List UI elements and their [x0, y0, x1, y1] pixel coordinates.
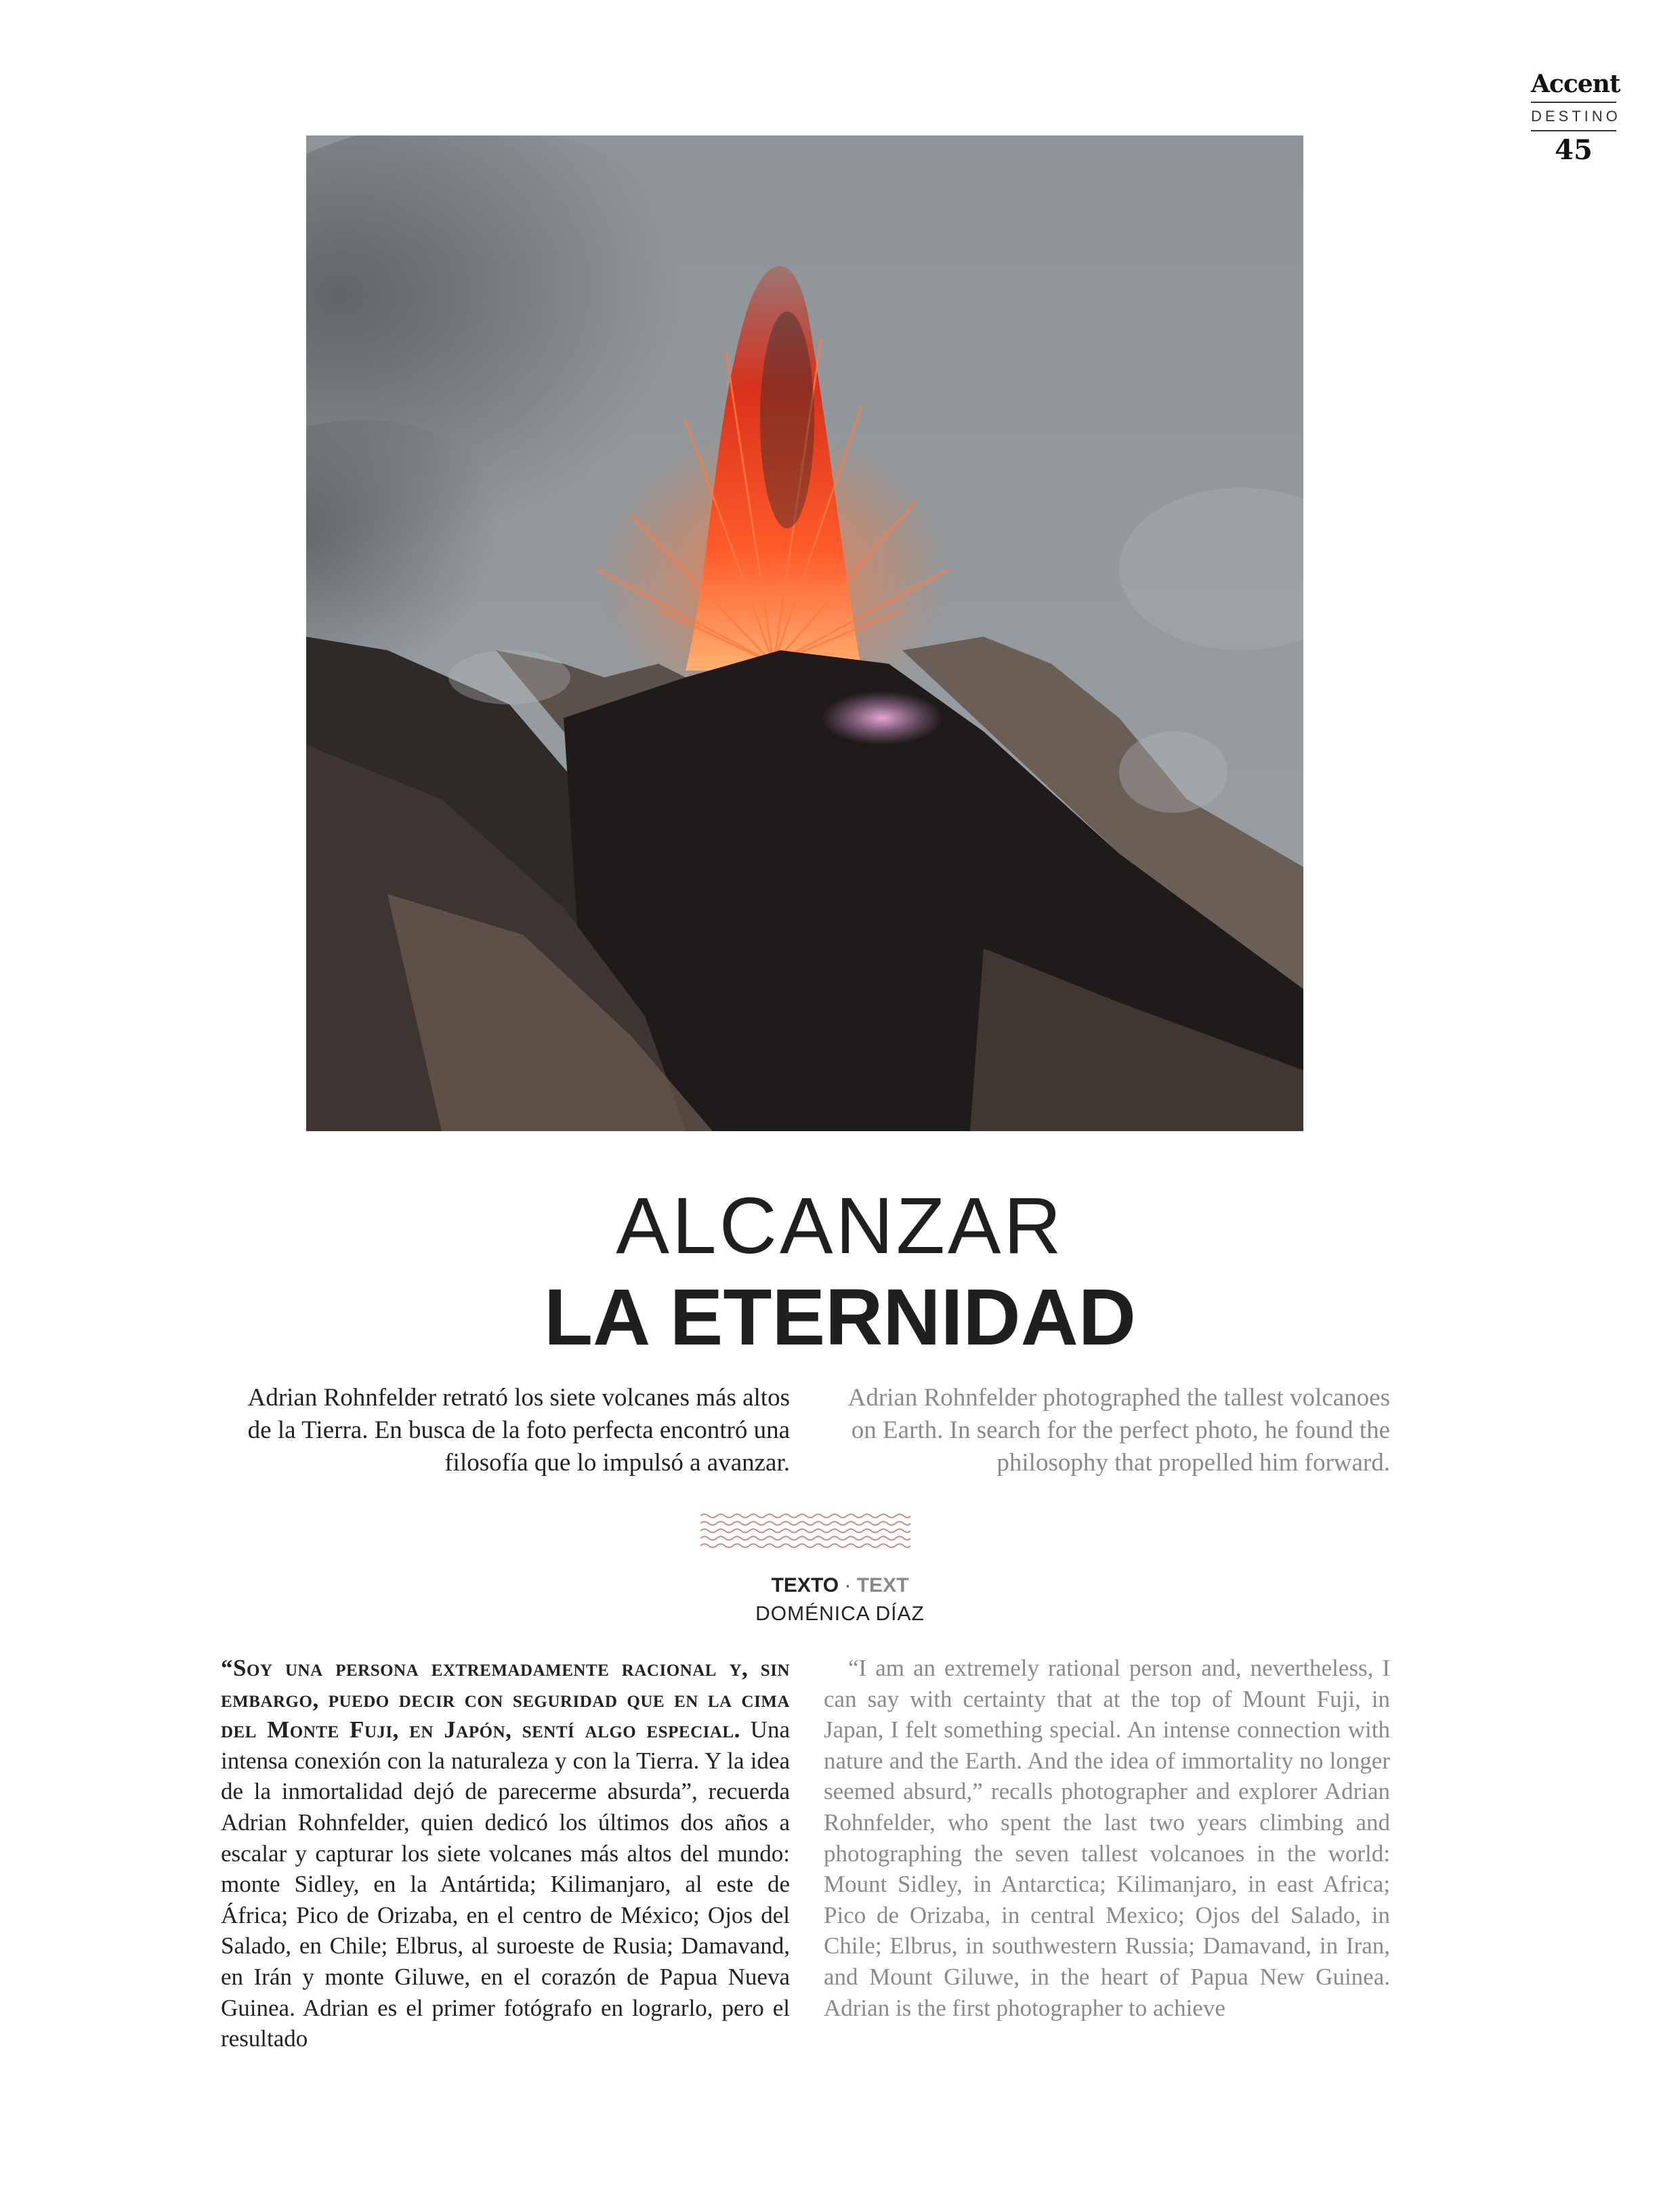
body-spanish-text: Una intensa conexión con la naturaleza y con la Tierra. Y la idea de la inmortalidad dejó de parecerme absurda”, recuerda Adrian Rohnfelder, quien dedicó los últimos dos años a escalar y capturar los siete volcanes más altos del mundo: monte Sidley, en la Antártida; Kilimanjaro, al este de África; Pico de Orizaba, en el centro de México; Ojos del Salado, en Chile; Elbrus, al suroeste de Rusia; Damavand, en Irán y monte Giluwe, en el corazón de Papua Nueva Guinea. Adrian es el primer fotógrafo en lograrlo, pero el resultado — [221, 1716, 790, 2052]
brand-logo: Accent — [1531, 70, 1620, 98]
wave-divider-icon — [700, 1512, 910, 1551]
credit-label-en: TEXT — [856, 1574, 909, 1596]
body-spanish-lead: “Soy una persona extremadamente racional y, sin embargo, puedo decir con seguridad que en la cima del Monte Fuji, en Japón, sentí algo especial. — [221, 1655, 790, 1743]
header-rule-top — [1531, 102, 1616, 103]
credit-label — [0, 1573, 1680, 1599]
lede-english: Adrian Rohnfelder photographed the tallest volcanoes on Earth. In search for the perfect photo, he found the philosophy that propelled him forward. — [847, 1384, 1390, 1477]
headline-line-1: ALCANZAR — [616, 1181, 1064, 1271]
credit-separator: · — [839, 1574, 857, 1596]
credit-label-es: TEXTO — [771, 1574, 839, 1596]
lede-spanish: Adrian Rohnfelder retrató los siete volcanes más altos de la Tierra. En busca de la foto perfecta encontró una filosofía que lo impulsó a avanzar. — [247, 1384, 790, 1477]
header-rule-bottom — [1531, 130, 1616, 131]
author-name: DOMÉNICA DÍAZ — [755, 1603, 925, 1625]
body-english: “I am an extremely rational person and, nevertheless, I can say with certainty that at the top of Mount Fuji, in Japan, I felt something special. An intense connection with nature and the Earth. And the idea of immortality no longer seemed absurd,” recalls photographer and explorer Adrian Rohnfelder, who spent the last two years climbing and photographing the seven tallest volcanoes in the world: Mount Sidley, in Antarctica; Kilimanjaro, in east Africa; Pico de Orizaba, in central Mexico; Ojos del Salado, in Chile; Elbrus, in southwestern Russia; Damavand, in Iran, and Mount Giluwe, in the heart of Papua New Guinea. Adrian is the first photographer to achieve — [824, 1655, 1390, 2021]
section-label: DESTINO — [1531, 108, 1621, 125]
body-spanish — [221, 1653, 790, 2054]
headline-line-2: LA ETERNIDAD — [543, 1273, 1137, 1362]
page-number: 45 — [1555, 134, 1593, 166]
page-header — [1531, 69, 1621, 166]
volcano-eruption-image — [306, 135, 1303, 1131]
